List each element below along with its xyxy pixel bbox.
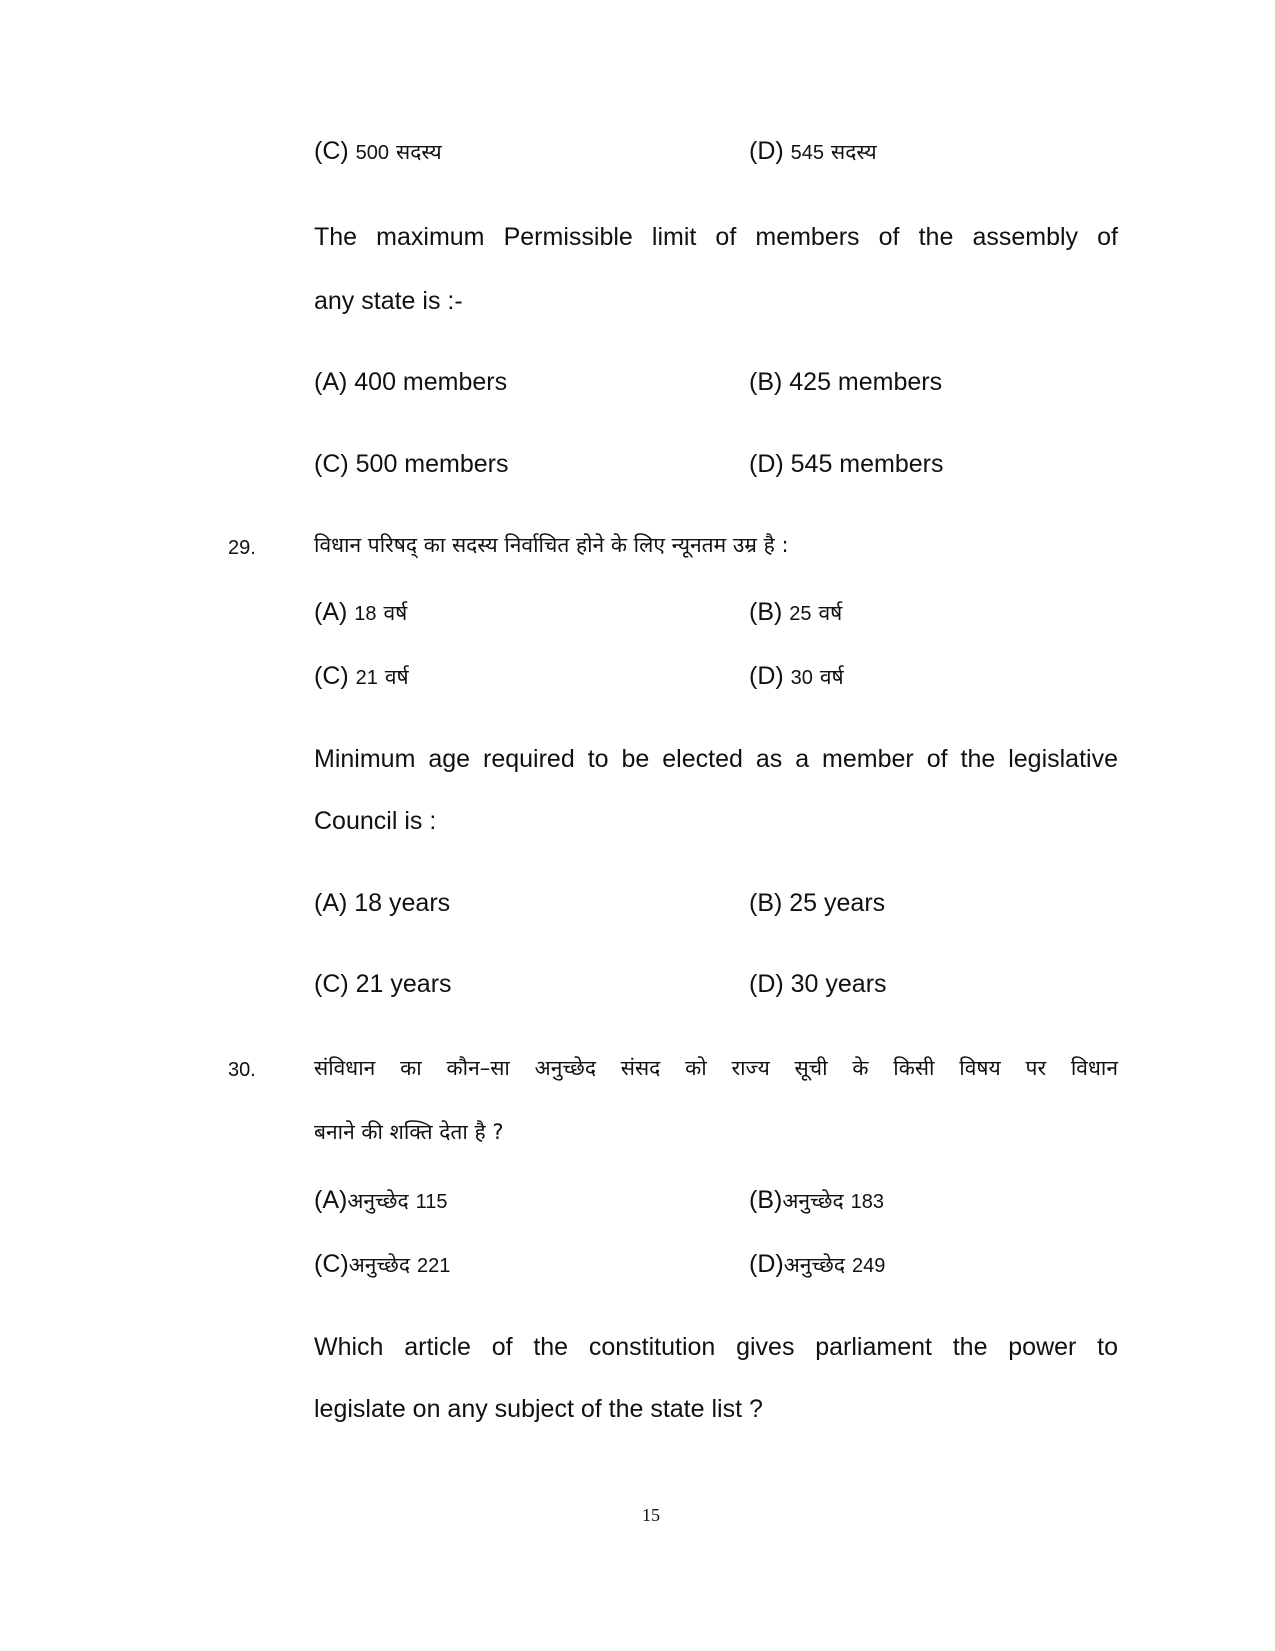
q29-en-question-line1: Minimum age required to be elected as a member of the legislative <box>314 745 1118 773</box>
option-number: 21 <box>355 667 378 689</box>
q30-hi-option-c <box>314 1250 450 1279</box>
q30-hi-option-a <box>314 1186 447 1215</box>
page-number: 15 <box>642 1505 660 1525</box>
q28-en-option-b: (B) 425 members <box>749 368 943 396</box>
q29-hi-option-d <box>749 662 844 691</box>
option-word: वर्ष <box>383 601 408 625</box>
option-word: अनुच्छेद <box>783 1253 846 1277</box>
option-number: 221 <box>416 1255 451 1277</box>
q29-en-option-a: (A) 18 years <box>314 889 451 917</box>
q30-hi-question-line1: संविधान का कौन–सा अनुच्छेद संसद को राज्य सूची के किसी विषय पर विधान <box>314 1056 1118 1080</box>
q29-en-question-line2: Council is : <box>314 807 437 835</box>
option-word: वर्ष <box>819 665 844 689</box>
q29-en-option-c: (C) 21 years <box>314 970 452 998</box>
option-number: 183 <box>850 1191 884 1213</box>
option-label: (D) <box>749 1250 784 1278</box>
option-number: 249 <box>851 1255 886 1277</box>
option-label: (A) <box>314 598 348 626</box>
q30-en-question-line2: legislate on any subject of the state list ? <box>314 1395 763 1423</box>
option-word: अनुच्छेद <box>782 1189 844 1213</box>
q30-hi-question-line2: बनाने की शक्ति देता है ? <box>314 1120 504 1144</box>
option-word: सदस्य <box>831 140 877 164</box>
q29-hi-question: विधान परिषद् का सदस्य निर्वाचित होने के लिए न्यूनतम उम्र है : <box>314 533 789 557</box>
option-word: अनुच्छेद <box>348 1253 411 1277</box>
option-number: 115 <box>415 1191 448 1213</box>
option-word: अनुच्छेद <box>347 1189 409 1213</box>
option-label: (C) <box>314 662 349 690</box>
q28-en-option-c: (C) 500 members <box>314 450 509 478</box>
q30-number: 30. <box>228 1059 256 1081</box>
option-label: (C) <box>314 1250 349 1278</box>
q29-hi-option-c <box>314 662 409 691</box>
q28-hi-option-c <box>314 137 442 166</box>
option-number: 18 <box>354 603 377 625</box>
option-number: 25 <box>789 603 812 625</box>
q29-hi-option-a <box>314 598 407 627</box>
option-word: वर्ष <box>384 665 409 689</box>
q29-en-option-b: (B) 25 years <box>749 889 886 917</box>
q29-hi-option-b <box>749 598 842 627</box>
option-label: (C) <box>314 137 349 165</box>
q30-hi-option-b <box>749 1186 884 1215</box>
option-label: (D) <box>749 137 784 165</box>
option-number: 30 <box>790 667 813 689</box>
option-word: वर्ष <box>818 601 843 625</box>
option-label: (A) <box>314 1186 348 1214</box>
option-word: सदस्य <box>396 140 442 164</box>
option-label: (B) <box>749 1186 783 1214</box>
option-label: (D) <box>749 662 784 690</box>
q28-en-option-d: (D) 545 members <box>749 450 944 478</box>
q28-en-question-line1: The maximum Permissible limit of members of the assembly of <box>314 223 1118 251</box>
q28-hi-option-d <box>749 137 877 166</box>
q28-en-question-line2: any state is :- <box>314 287 463 315</box>
q28-en-option-a: (A) 400 members <box>314 368 508 396</box>
option-number: 500 <box>355 142 390 164</box>
option-label: (B) <box>749 598 783 626</box>
q29-number: 29. <box>228 537 256 559</box>
q30-en-question-line1: Which article of the constitution gives parliament the power to <box>314 1333 1118 1361</box>
q29-en-option-d: (D) 30 years <box>749 970 887 998</box>
q30-hi-option-d <box>749 1250 885 1279</box>
option-number: 545 <box>790 142 825 164</box>
